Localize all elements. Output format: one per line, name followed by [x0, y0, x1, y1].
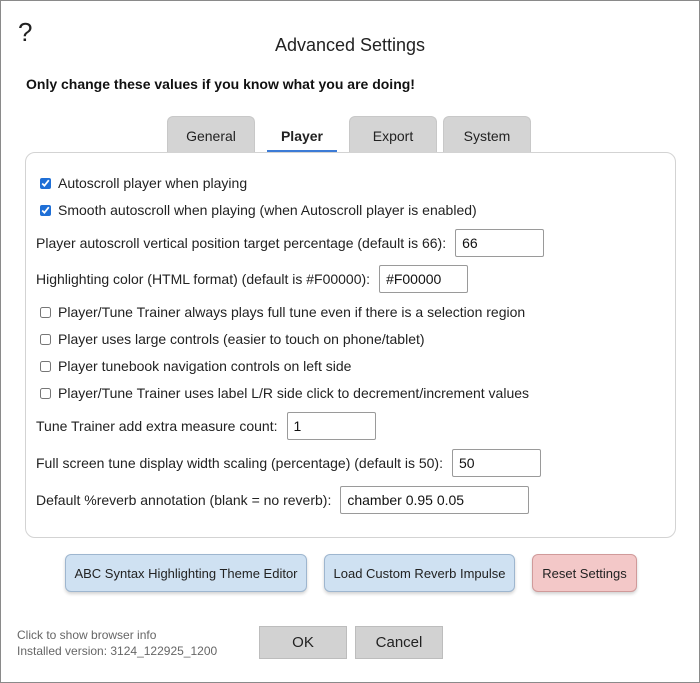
dialog-title: Advanced Settings	[274, 35, 426, 55]
installed-version: Installed version: 3124_122925_1200	[17, 644, 218, 658]
left-nav-checkbox[interactable]	[40, 361, 51, 372]
smooth-autoscroll-setting[interactable]	[38, 202, 477, 218]
autoscroll-checkbox[interactable]	[40, 178, 51, 189]
reverb-label: Default %reverb annotation (blank = no reverb):	[36, 492, 332, 508]
reset-settings-button[interactable]: Reset Settings	[532, 554, 637, 592]
tab-system[interactable]	[443, 116, 531, 154]
full-tune-label: Player/Tune Trainer always plays full tune even if there is a selection region	[58, 304, 526, 320]
scroll-target-input[interactable]	[455, 229, 544, 257]
label-click-label: Player/Tune Trainer uses label L/R side click to decrement/increment values	[58, 385, 530, 401]
tab-player-label: Player	[267, 128, 337, 152]
label-click-checkbox[interactable]	[40, 388, 51, 399]
ok-button[interactable]: OK	[259, 626, 347, 659]
large-controls-checkbox[interactable]	[40, 334, 51, 345]
browser-info-link[interactable]: Click to show browser info	[17, 628, 157, 642]
large-controls-setting[interactable]	[38, 331, 425, 347]
scroll-target-label: Player autoscroll vertical position target percentage (default is 66):	[36, 235, 447, 251]
left-nav-setting[interactable]	[38, 358, 351, 374]
fullscreen-scaling-label: Full screen tune display width scaling (percentage) (default is 50):	[36, 455, 443, 471]
help-icon[interactable]: ?	[18, 17, 33, 47]
extra-measure-setting	[36, 412, 376, 440]
tab-export-label: Export	[372, 127, 414, 144]
extra-measure-label: Tune Trainer add extra measure count:	[36, 418, 278, 434]
player-settings-panel	[25, 152, 676, 538]
left-nav-label: Player tunebook navigation controls on left side	[58, 358, 352, 374]
tab-player[interactable]	[261, 116, 343, 154]
cancel-button[interactable]: Cancel	[355, 626, 443, 659]
load-reverb-button[interactable]: Load Custom Reverb Impulse	[324, 554, 515, 592]
footer-info	[17, 627, 217, 659]
tab-general[interactable]	[167, 116, 255, 154]
label-click-setting[interactable]	[38, 385, 529, 401]
highlight-color-label: Highlighting color (HTML format) (default is #F00000):	[36, 271, 371, 287]
highlight-color-setting	[36, 265, 468, 293]
tab-export[interactable]	[349, 116, 437, 154]
warning-text: Only change these values if you know what you are doing!	[26, 76, 415, 92]
tab-general-label: General	[186, 127, 236, 144]
fullscreen-scaling-setting	[36, 449, 541, 477]
theme-editor-button[interactable]: ABC Syntax Highlighting Theme Editor	[65, 554, 307, 592]
highlight-color-input[interactable]	[379, 265, 468, 293]
fullscreen-scaling-input[interactable]	[452, 449, 541, 477]
autoscroll-setting[interactable]	[38, 175, 247, 191]
large-controls-label: Player uses large controls (easier to touch on phone/tablet)	[58, 331, 425, 347]
tab-system-label: System	[463, 127, 511, 144]
smooth-autoscroll-checkbox[interactable]	[40, 205, 51, 216]
settings-tabs	[167, 116, 531, 154]
full-tune-checkbox[interactable]	[40, 307, 51, 318]
full-tune-setting[interactable]	[38, 304, 525, 320]
reverb-setting	[36, 486, 529, 514]
smooth-autoscroll-label: Smooth autoscroll when playing (when Autoscroll player is enabled)	[58, 202, 477, 218]
autoscroll-label: Autoscroll player when playing	[58, 175, 248, 191]
extra-measure-input[interactable]	[287, 412, 376, 440]
reverb-input[interactable]	[340, 486, 529, 514]
scroll-target-setting	[36, 229, 544, 257]
